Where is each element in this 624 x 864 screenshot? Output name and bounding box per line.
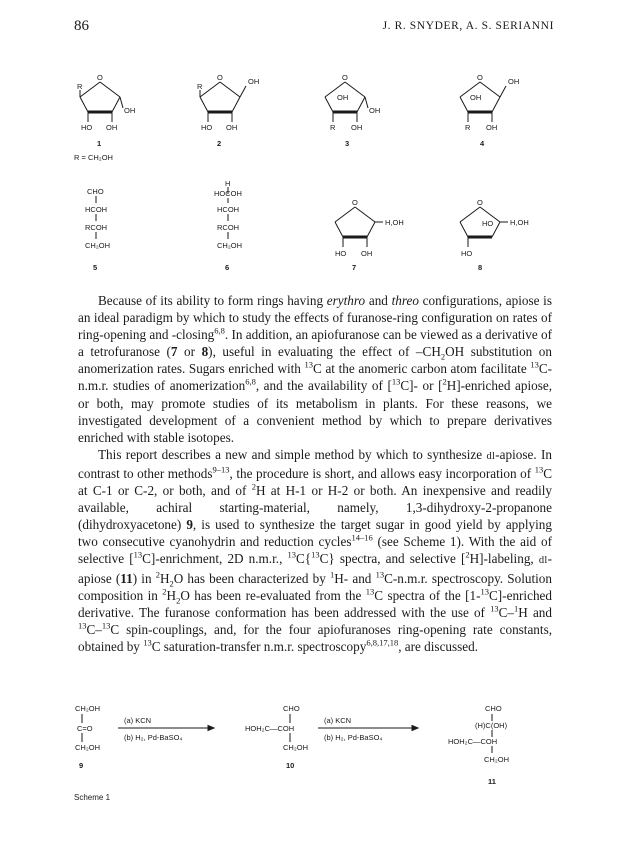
compound-10-line3: CH₂OH (283, 743, 308, 752)
chain5-line3: RCOH (85, 223, 108, 232)
ring4-o: O (477, 73, 483, 82)
ring3-oh: OH (337, 93, 349, 102)
label-4: 4 (480, 139, 485, 148)
label-5: 5 (93, 263, 98, 272)
scheme-1 (0, 700, 624, 850)
ring1-oh: OH (124, 106, 136, 115)
ring4-oh2: OH (470, 93, 482, 102)
page-number: 86 (74, 18, 89, 34)
ring3-o: O (342, 73, 348, 82)
ring8-o: O (477, 198, 483, 207)
label-2: 2 (217, 139, 222, 148)
label-1: 1 (97, 139, 102, 148)
ring2-oh2: OH (226, 123, 238, 132)
label-8: 8 (478, 263, 483, 272)
structures-figure (0, 0, 624, 290)
ring2-ho: HO (201, 123, 213, 132)
chain6-line2: HOCOH (214, 189, 242, 198)
furanose-ring-7 (335, 207, 383, 247)
ring3-r: R (330, 123, 336, 132)
label-3: 3 (345, 139, 350, 148)
ring1-oh2: OH (106, 123, 118, 132)
furanose-ring-4 (460, 82, 506, 122)
ring2-oh: OH (248, 77, 260, 86)
compound-11-line4: CH₂OH (484, 755, 509, 764)
ring8-ho2: HO (461, 249, 473, 258)
running-head: J. R. SNYDER, A. S. SERIANNI (382, 20, 554, 32)
ring7-h-oh: H,OH (385, 218, 404, 227)
ring8-h-oh: H,OH (510, 218, 529, 227)
furanose-ring-2 (200, 82, 246, 122)
compound-11-line3: HOH₂C—COH (448, 737, 498, 746)
label-7: 7 (352, 263, 357, 272)
step-a-2: (a) KCN (324, 716, 352, 725)
ring3-oh3: OH (351, 123, 363, 132)
ring7-o: O (352, 198, 358, 207)
chain5-line2: HCOH (85, 205, 108, 214)
ring1-o: O (97, 73, 103, 82)
paragraph-2: This report describes a new and simple method by which to synthesize dl-apiose. In contrast to other methods$^{9-13}$, the procedure is short, and allows easy incorporation of $^{13}$C at C-1 or C-2, or both, and of $^2$H at H-1 or H-2 or both. An inexpensive and readily available, achiral starting-material, namely, 1,3-dihydroxy-2-propanone (dihydroxyacetone) 9, is used to synthesize the target sugar in good yield by applying two consecutive cyanohydrin and reduction cycles$^{14-16}$ (see Scheme 1). With the aid of selective [$^{13}$C]-enrichment, 2D n.m.r., $^{13}$C{$^{13}$C} spectra, and selective [$^2$H]-labeling, dl-apiose (11) in $^2H_2O$ has been characterized by $^1$H- and $^{13}$C-n.m.r. spectroscopy. Solution composition in $^2H_2O$ has been re-evaluated from the $^{13}$C spectra of the [1-$^{13}$C]-enriched derivative. The furanose conformation has been addressed with the use of $^{13}$C–$^1$H and $^{13}$C–$^{13}$C spin-couplings, and, for the four apiofuranoses ring-opening rate constants, obtained by $^{13}$C saturation-transfer n.m.r. spectroscopy$^{6,8,17,18}$, are discussed. (78, 446, 553, 654)
step-b-1: (b) H₂, Pd-BaSO₄ (124, 733, 183, 742)
ring2-o: O (217, 73, 223, 82)
compound-11-line1: CHO (485, 704, 502, 713)
label-6: 6 (225, 263, 230, 272)
compound-10-line2: HOH₂C—COH (245, 724, 295, 733)
step-a-1: (a) KCN (124, 716, 152, 725)
ring7-oh: OH (361, 249, 373, 258)
furanose-ring-3 (325, 82, 368, 122)
ring4-oh3: OH (486, 123, 498, 132)
ring2-r: R (197, 82, 203, 91)
step-b-2: (b) H₂, Pd-BaSO₄ (324, 733, 383, 742)
compound-9-line2: C=O (77, 724, 93, 733)
chain5-line1: CHO (87, 187, 104, 196)
ring3-oh2: OH (369, 106, 381, 115)
ring4-oh: OH (508, 77, 520, 86)
chain6-line1: H (225, 179, 231, 188)
chain6-line3: HCOH (217, 205, 240, 214)
paragraph-1: Because of its ability to form rings having erythro and threo configurations, apiose is an ideal paradigm by which to study the effects of furanose-ring configuration on rates of ring-opening and -closing$^{6,8}$. In addition, an apiofuranose can be viewed as a derivative of a tetrofuranose (7 or 8), useful in evaluating the effect of $-CH_2OH$ substitution on anomerization rates. Sugars enriched with $^{13}$C at the anomeric carbon atom facilitate $^{13}$C-n.m.r. studies of anomerization$^{6,8}$, and the availability of [$^{13}$C]- or [$^2$H]-enriched apiose, or both, may promote studies of its metabolism in plants. For these reasons, we investigated development of a convenient method by which to prepare derivatives enriched with stable isotopes. (78, 293, 552, 445)
ring1-ho: HO (81, 123, 93, 132)
furanose-ring-1 (80, 82, 123, 122)
compound-10-line1: CHO (283, 704, 300, 713)
scheme-caption: Scheme 1 (74, 793, 111, 802)
ring7-ho: HO (335, 249, 347, 258)
compound-9-line1: CH₂OH (75, 704, 100, 713)
ring8-ho: HO (482, 219, 494, 228)
label-9: 9 (79, 761, 84, 770)
label-11: 11 (488, 777, 496, 786)
chain5-line4: CH₂OH (85, 241, 110, 250)
compound-9-line3: CH₂OH (75, 743, 100, 752)
ring1-r: R (77, 82, 83, 91)
ring4-r: R (465, 123, 471, 132)
chain6-line4: RCOH (217, 223, 240, 232)
label-10: 10 (286, 761, 295, 770)
compound-11-line2: (H)C(OH) (475, 721, 508, 730)
body-text (78, 292, 552, 655)
r-definition: R = CH₂OH (74, 153, 113, 162)
chain6-line5: CH₂OH (217, 241, 242, 250)
